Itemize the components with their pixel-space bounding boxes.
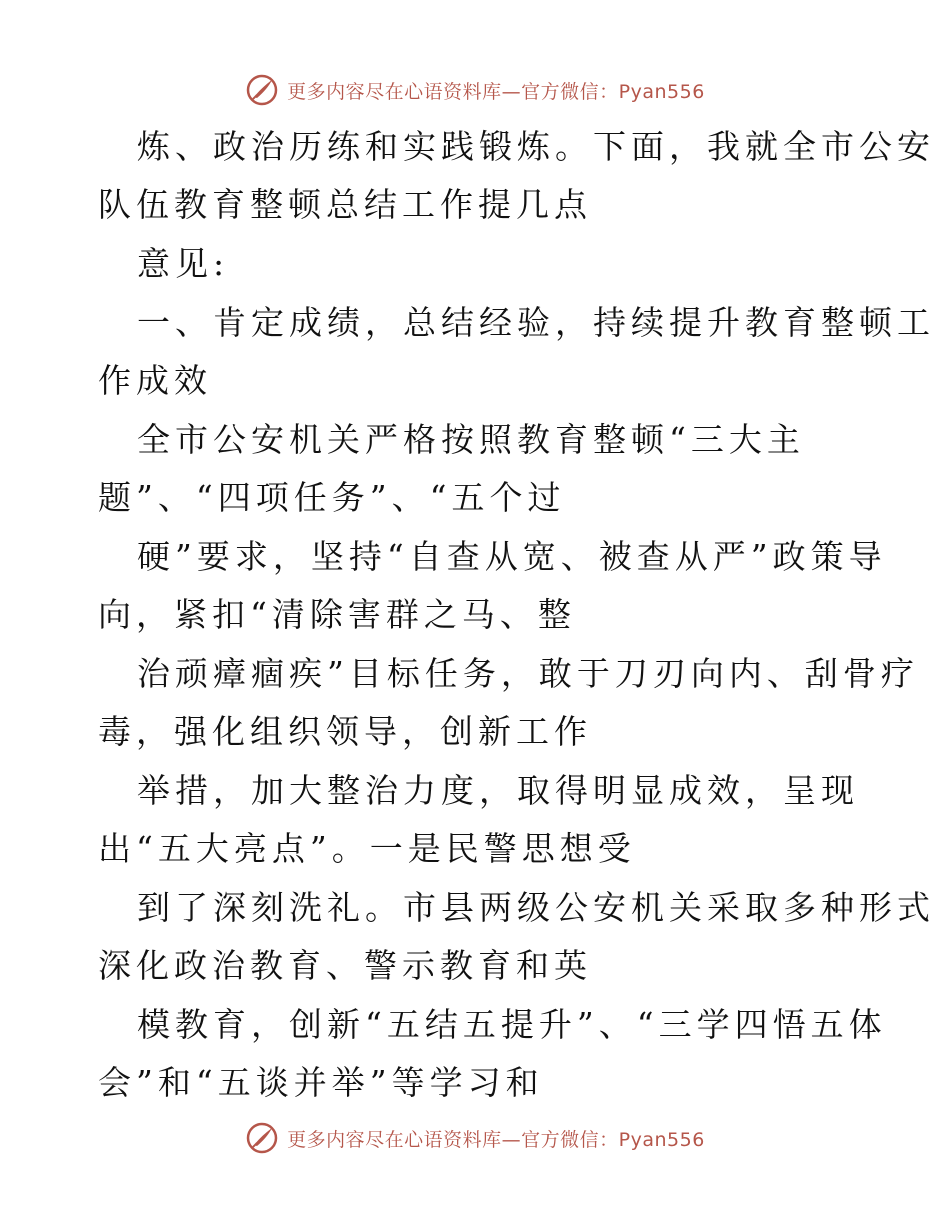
quill-pen-logo-icon	[245, 73, 279, 107]
text-line: 举措，加大整治力度，取得明显成效，呈现	[137, 771, 859, 810]
text-line: 模教育，创新“五结五提升”、“三学四悟五体	[137, 1005, 887, 1044]
text-line: 治顽瘴痼疾”目标任务，敢于刀刃向内、刮骨疗	[137, 654, 919, 693]
footer-banner-text: 更多内容尽在心语资料库—官方微信：Pyan556	[287, 1128, 705, 1151]
text-line: 硬”要求，坚持“自查从宽、被查从严”政策导	[137, 537, 887, 576]
text-line: 题”、“四项任务”、“五个过	[98, 478, 566, 517]
header-banner-text: 更多内容尽在心语资料库—官方微信：Pyan556	[287, 80, 705, 103]
text-line: 炼、政治历练和实践锻炼。下面，我就全市公安	[137, 127, 935, 166]
text-line: 意见:	[137, 244, 230, 283]
text-line: 深化政治教育、警示教育和英	[98, 946, 592, 985]
footer-banner	[0, 1118, 950, 1158]
text-line: 作成效	[98, 361, 212, 400]
text-line: 向，紧扣“清除害群之马、整	[98, 595, 576, 634]
text-line: 一、肯定成绩，总结经验，持续提升教育整顿工	[137, 303, 935, 342]
header-banner	[0, 70, 950, 110]
text-line: 全市公安机关严格按照教育整顿“三大主	[137, 420, 805, 459]
text-line: 毒，强化组织领导，创新工作	[98, 712, 592, 751]
text-line: 会”和“五谈并举”等学习和	[98, 1063, 544, 1102]
text-line: 队伍教育整顿总结工作提几点	[98, 185, 592, 224]
text-line: 到了深刻洗礼。市县两级公安机关采取多种形式	[137, 888, 935, 927]
quill-pen-logo-icon	[245, 1121, 279, 1155]
text-line: 出“五大亮点”。一是民警思想受	[98, 829, 636, 868]
